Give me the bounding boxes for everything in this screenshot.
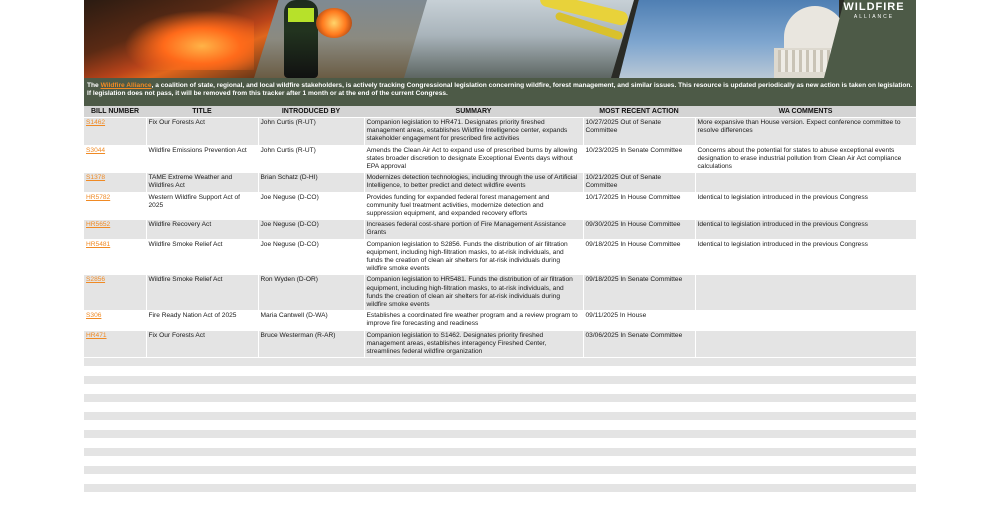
bill-number-link[interactable]: HR5782 [86, 193, 111, 201]
empty-cell [258, 385, 364, 394]
cell-bill [84, 330, 146, 358]
bill-number-link[interactable]: S1378 [86, 174, 106, 182]
header-banner [84, 0, 916, 78]
cell-title: Fire Ready Nation Act of 2025 [146, 311, 258, 330]
empty-cell [258, 376, 364, 385]
logo-sub: ALLIANCE [853, 14, 895, 20]
col-header-action: MOST RECENT ACTION [583, 106, 695, 118]
cell-bill [84, 145, 146, 173]
empty-cell [364, 484, 583, 493]
cell-action: 09/11/2025 In House [583, 311, 695, 330]
empty-cell [258, 430, 364, 439]
bill-number-link[interactable]: S1462 [86, 119, 106, 126]
empty-cell [364, 439, 583, 448]
empty-cell [364, 385, 583, 394]
empty-row [84, 412, 916, 421]
cell-title: Wildfire Recovery Act [146, 220, 258, 239]
logo-name: WILDFIRE [843, 1, 905, 13]
col-header-introduced: INTRODUCED BY [258, 106, 364, 118]
empty-cell [258, 412, 364, 421]
empty-cell [695, 475, 916, 484]
cell-bill [84, 239, 146, 275]
empty-cell [84, 367, 146, 376]
empty-cell [258, 421, 364, 430]
empty-cell [258, 466, 364, 475]
col-header-title: TITLE [146, 106, 258, 118]
empty-cell [84, 385, 146, 394]
empty-cell [364, 358, 583, 367]
empty-cell [146, 439, 258, 448]
empty-cell [258, 448, 364, 457]
cell-summary: Increases federal cost-share portion of Fire Management Assistance Grants [364, 220, 583, 239]
empty-cell [84, 421, 146, 430]
cell-summary: Modernizes detection technologies, including through the use of Artificial Intelligence, to better predict and detect wildfire events [364, 173, 583, 192]
empty-cell [695, 394, 916, 403]
empty-cell [695, 385, 916, 394]
table-row [84, 311, 916, 330]
empty-cell [258, 394, 364, 403]
empty-cell [583, 385, 695, 394]
cell-title: Western Wildfire Support Act of 2025 [146, 192, 258, 220]
header-row [84, 106, 916, 118]
legislation-table [84, 106, 916, 493]
cell-summary: Companion legislation to S1462. Designates priority fireshed management areas, establishes interagency Fireshed Center, streamlines federal wildfire organization [364, 330, 583, 358]
empty-cell [583, 376, 695, 385]
empty-cell [84, 457, 146, 466]
empty-row [84, 466, 916, 475]
cell-introduced: Joe Neguse (D-CO) [258, 192, 364, 220]
empty-row [84, 475, 916, 484]
empty-cell [583, 457, 695, 466]
empty-cell [695, 421, 916, 430]
empty-cell [695, 358, 916, 367]
bill-number-link[interactable]: HR5481 [86, 240, 111, 248]
intro-body: , a coalition of state, regional, and local wildfire stakeholders, is actively tracking Congressional legislation concerning wildfire, forest management, and similar issues. This resource is updated periodically as new action is taken on legislation. If legislation does not pass, it will be removed from this tracker after 1 month or at the end of the current Congress. [87, 82, 913, 98]
cell-summary: Amends the Clean Air Act to expand use of prescribed burns by allowing states broader discretion to designate Exceptional Events days without EPA approval [364, 145, 583, 173]
empty-cell [695, 466, 916, 475]
empty-cell [84, 412, 146, 421]
table-row [84, 173, 916, 192]
empty-cell [84, 394, 146, 403]
empty-row [84, 430, 916, 439]
empty-row [84, 376, 916, 385]
empty-cell [84, 376, 146, 385]
intro-paragraph [84, 78, 916, 106]
cell-action: 09/18/2025 In Senate Committee [583, 275, 695, 311]
cell-action: 09/18/2025 In House Committee [583, 239, 695, 275]
empty-cell [84, 439, 146, 448]
empty-cell [583, 394, 695, 403]
cell-comments [695, 330, 916, 358]
empty-cell [84, 430, 146, 439]
empty-cell [84, 448, 146, 457]
empty-cell [146, 403, 258, 412]
empty-cell [258, 403, 364, 412]
empty-row [84, 385, 916, 394]
empty-cell [364, 412, 583, 421]
empty-cell [583, 358, 695, 367]
empty-cell [364, 457, 583, 466]
cell-comments: Identical to legislation introduced in the previous Congress [695, 239, 916, 275]
empty-cell [364, 394, 583, 403]
empty-cell [583, 430, 695, 439]
empty-cell [583, 439, 695, 448]
col-header-summary: SUMMARY [364, 106, 583, 118]
empty-cell [84, 358, 146, 367]
empty-cell [583, 448, 695, 457]
cell-comments: Identical to legislation introduced in the previous Congress [695, 192, 916, 220]
empty-cell [695, 439, 916, 448]
cell-title: Wildfire Smoke Relief Act [146, 239, 258, 275]
cell-introduced: Bruce Westerman (R-AR) [258, 330, 364, 358]
drip-torch-flame [316, 8, 352, 38]
cell-title: Wildfire Emissions Prevention Act [146, 145, 258, 173]
cell-summary: Companion legislation to S2856. Funds the distribution of air filtration equipment, including high-filtration masks, to at-risk individuals, and funds the creation of clean air shelters for at-risk individuals during wildfire smoke events [364, 239, 583, 275]
cell-introduced: Joe Neguse (D-CO) [258, 239, 364, 275]
empty-cell [258, 358, 364, 367]
empty-row [84, 358, 916, 367]
empty-cell [146, 367, 258, 376]
empty-cell [84, 466, 146, 475]
empty-row [84, 448, 916, 457]
cell-action: 10/27/2025 Out of Senate Committee [583, 118, 695, 146]
empty-row [84, 484, 916, 493]
bill-number-link[interactable]: S306 [86, 312, 102, 320]
empty-cell [258, 475, 364, 484]
cell-introduced: John Curtis (R-UT) [258, 145, 364, 173]
empty-cell [583, 475, 695, 484]
table-row [84, 239, 916, 275]
col-header-bill: BILL NUMBER [84, 106, 146, 118]
empty-cell [146, 385, 258, 394]
cell-comments: Identical to legislation introduced in the previous Congress [695, 220, 916, 239]
empty-cell [146, 421, 258, 430]
empty-cell [84, 403, 146, 412]
empty-cell [146, 475, 258, 484]
cell-title: Fix Our Forests Act [146, 330, 258, 358]
cell-bill [84, 311, 146, 330]
bill-number-link[interactable]: S3044 [86, 146, 106, 154]
table-row [84, 192, 916, 220]
table-row [84, 118, 916, 146]
bill-number-link[interactable]: S2856 [86, 276, 106, 284]
intro-prefix: The [87, 82, 101, 89]
cell-action: 10/23/2025 In Senate Committee [583, 145, 695, 173]
cell-comments [695, 173, 916, 192]
empty-row [84, 403, 916, 412]
empty-cell [695, 484, 916, 493]
empty-row [84, 457, 916, 466]
empty-cell [364, 421, 583, 430]
empty-cell [146, 448, 258, 457]
empty-cell [695, 430, 916, 439]
cell-summary: Provides funding for expanded federal forest management and community fuel treatment activities, modernize detection and suppression equipment, and expanded recovery efforts [364, 192, 583, 220]
cell-bill [84, 192, 146, 220]
table-row [84, 220, 916, 239]
empty-row [84, 394, 916, 403]
firefighter-vest [288, 8, 314, 22]
cell-comments [695, 275, 916, 311]
empty-cell [146, 412, 258, 421]
table-row [84, 330, 916, 358]
cell-comments [695, 311, 916, 330]
bill-number-link[interactable]: HR471 [86, 331, 107, 339]
empty-cell [84, 475, 146, 484]
wildfire-alliance-link[interactable]: Wildfire Alliance [100, 82, 152, 89]
tracker-sheet [84, 0, 916, 525]
empty-cell [258, 457, 364, 466]
empty-cell [695, 376, 916, 385]
empty-row [84, 367, 916, 376]
cell-introduced: Joe Neguse (D-CO) [258, 220, 364, 239]
empty-cell [695, 367, 916, 376]
empty-cell [146, 376, 258, 385]
empty-cell [364, 448, 583, 457]
empty-cell [364, 430, 583, 439]
empty-row [84, 439, 916, 448]
empty-cell [146, 466, 258, 475]
cell-bill [84, 220, 146, 239]
cell-action: 03/06/2025 In Senate Committee [583, 330, 695, 358]
cell-summary: Companion legislation to HR5481. Funds the distribution of air filtration equipment, including high-filtration masks, to at-risk individuals, and funds the creation of clean air shelters for at-risk individuals during wildfire smoke events [364, 275, 583, 311]
bill-number-link[interactable]: HR5652 [86, 221, 111, 229]
table-row [84, 145, 916, 173]
empty-cell [258, 439, 364, 448]
empty-cell [695, 448, 916, 457]
col-header-comments: WA COMMENTS [695, 106, 916, 118]
cell-title: Wildfire Smoke Relief Act [146, 275, 258, 311]
cell-action: 10/17/2025 In House Committee [583, 192, 695, 220]
empty-cell [146, 394, 258, 403]
empty-cell [146, 430, 258, 439]
cell-introduced: Brian Schatz (D-HI) [258, 173, 364, 192]
empty-cell [364, 367, 583, 376]
cell-action: 09/30/2025 In House Committee [583, 220, 695, 239]
empty-cell [695, 403, 916, 412]
empty-cell [695, 457, 916, 466]
flames-image [124, 10, 254, 70]
cell-title: Fix Our Forests Act [146, 118, 258, 146]
empty-cell [364, 403, 583, 412]
wildfire-alliance-logo [838, 1, 910, 20]
cell-introduced: Ron Wyden (D-OR) [258, 275, 364, 311]
empty-cell [583, 466, 695, 475]
empty-cell [695, 412, 916, 421]
empty-cell [84, 484, 146, 493]
cell-title: TAME Extreme Weather and Wildfires Act [146, 173, 258, 192]
cell-comments: More expansive than House version. Expect conference committee to resolve differences [695, 118, 916, 146]
cell-summary: Companion legislation to HR471. Designates priority fireshed management areas, establishes Wildfire Intelligence center, expands stakeholder engagement for prescribed fire activities [364, 118, 583, 146]
empty-cell [583, 367, 695, 376]
empty-cell [364, 466, 583, 475]
empty-cell [364, 475, 583, 484]
cell-introduced: Maria Cantwell (D-WA) [258, 311, 364, 330]
empty-cell [583, 421, 695, 430]
empty-cell [583, 484, 695, 493]
cell-comments: Concerns about the potential for states to abuse exceptional events designation to erase industrial pollution from Clean Air Act compliance calculations [695, 145, 916, 173]
empty-cell [364, 376, 583, 385]
empty-cell [146, 358, 258, 367]
table-row [84, 275, 916, 311]
cell-bill [84, 173, 146, 192]
cell-action: 10/21/2025 Out of Senate Committee [583, 173, 695, 192]
empty-cell [258, 367, 364, 376]
empty-cell [583, 403, 695, 412]
cell-introduced: John Curtis (R-UT) [258, 118, 364, 146]
cell-bill [84, 118, 146, 146]
empty-row [84, 421, 916, 430]
empty-cell [146, 457, 258, 466]
empty-cell [146, 484, 258, 493]
cell-bill [84, 275, 146, 311]
empty-cell [258, 484, 364, 493]
cell-summary: Establishes a coordinated fire weather program and a review program to improve fire forecasting and readiness [364, 311, 583, 330]
empty-cell [583, 412, 695, 421]
